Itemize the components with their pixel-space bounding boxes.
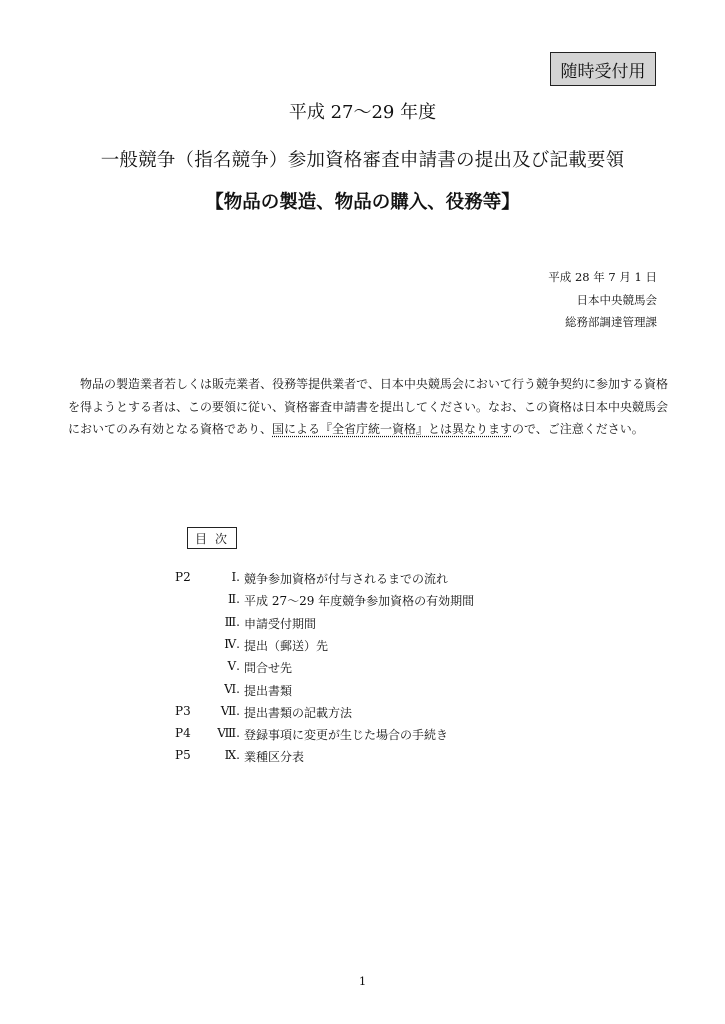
toc-item-number: Ⅶ.: [220, 703, 240, 718]
toc-item-label: 平成 27～29 年度競争参加資格の有効期間: [244, 594, 475, 609]
toc-item-page: P4: [175, 726, 191, 741]
toc-item-page: P5: [175, 748, 191, 763]
reception-stamp: 随時受付用: [550, 52, 656, 86]
toc-item-label: 登録事項に変更が生じた場合の手続き: [244, 728, 449, 743]
document-subtitle: 【物品の製造、物品の購入、役務等】: [205, 192, 520, 213]
document-title: 一般競争（指名競争）参加資格審査申請書の提出及び記載要領: [100, 150, 625, 171]
toc-item-label: 申請受付期間: [244, 616, 317, 631]
toc-heading: 目次: [187, 527, 237, 549]
toc-item-number: Ⅸ.: [224, 748, 240, 763]
toc-item-label: 競争参加資格が付与されるまでの流れ: [244, 572, 449, 586]
intro-text: 物品の製造業者若しくは販売業者、役務等提供業者で、日本中央競馬会において行う競争契約に参加する資格を得ようとする者は、この要領に従い、資格審査申請書を提出してください。なお、この資格は日本中央競馬会においてのみ有効となる資格であり、: [68, 377, 669, 436]
toc-item-number: Ⅵ.: [224, 681, 240, 696]
toc-item-page: P2: [175, 570, 191, 584]
issue-date: 平成 28 年 7 月 1 日: [548, 270, 657, 284]
issuer-block: [548, 266, 657, 334]
toc-item-label: 提出（郵送）先: [244, 638, 329, 653]
toc-item-label: 業種区分表: [244, 750, 305, 765]
toc-item-number: Ⅷ.: [217, 726, 240, 741]
intro-paragraph: [68, 373, 668, 441]
page-number: 1: [358, 974, 367, 988]
toc-item-number: Ⅳ.: [224, 636, 240, 651]
fiscal-year-title: 平成 27～29 年度: [288, 102, 437, 123]
toc-item-label: 提出書類: [244, 683, 293, 698]
toc-item-number: Ⅴ.: [227, 659, 240, 674]
toc-item-number: Ⅰ.: [231, 570, 240, 584]
toc-item-number: Ⅱ.: [228, 592, 240, 607]
toc-item-label: 提出書類の記載方法: [244, 705, 353, 720]
toc-item-label: 問合せ先: [244, 661, 293, 676]
intro-text-end: ので、ご注意ください。: [512, 422, 644, 436]
issuer-department: 総務部調達管理課: [565, 315, 657, 329]
issuer-organization: 日本中央競馬会: [576, 292, 657, 307]
intro-underlined-note: 国による『全省庁統一資格』とは異なります: [272, 422, 513, 436]
toc-item-number: Ⅲ.: [224, 614, 240, 629]
toc-item-page: P3: [175, 703, 191, 718]
